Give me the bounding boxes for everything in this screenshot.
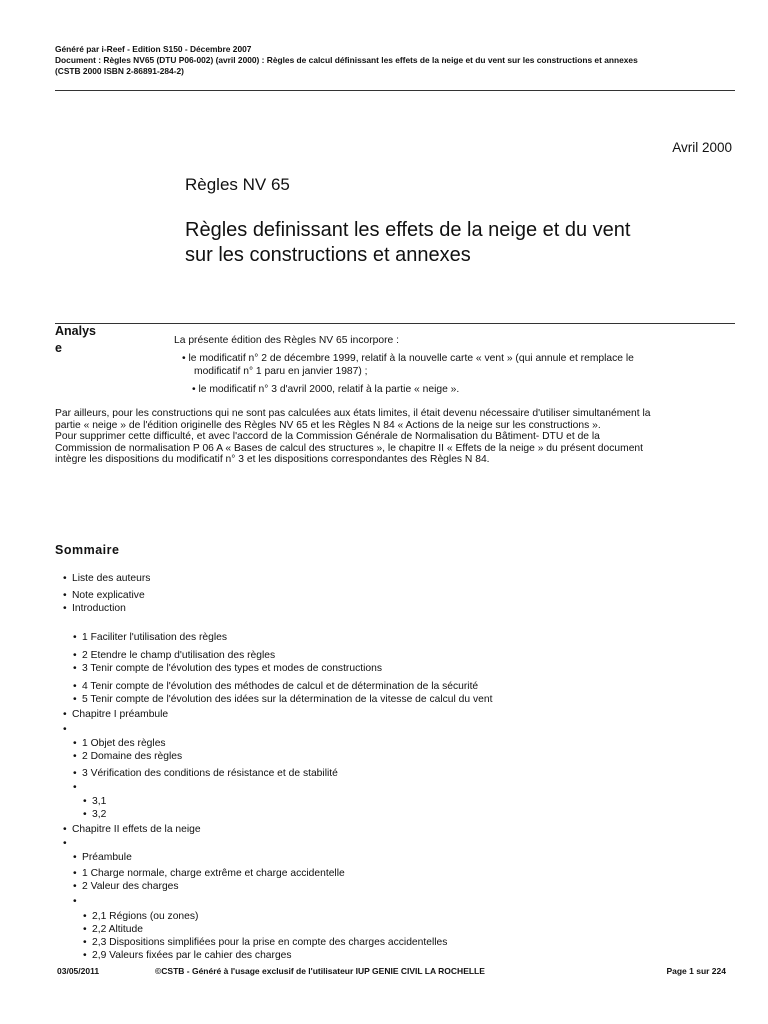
toc-item[interactable] — [83, 796, 106, 807]
toc-item-label: 1 Charge normale, charge extrême et charge accidentelle — [82, 868, 345, 879]
toc-item-label: Note explicative — [72, 590, 145, 601]
bullet-icon: • — [73, 868, 77, 879]
toc-item[interactable] — [73, 632, 227, 643]
footer-page-number: Page 1 sur 224 — [666, 966, 726, 976]
bullet-icon: • — [83, 924, 87, 935]
paragraph-line: Pour supprimer cette difficulté, et avec l'accord de la Commission Générale de Normalisation du Bâtiment- DTU et de la — [55, 431, 600, 442]
bullet-icon: • — [63, 838, 67, 849]
paragraph-line: partie « neige » de l'édition originelle des Règles NV 65 et les Règles N 84 « Actions de la neige sur les constructions ». — [55, 419, 601, 431]
document-title — [185, 218, 745, 268]
analyse-heading-line: e — [55, 341, 62, 355]
toc-item — [63, 838, 72, 849]
toc-item[interactable] — [73, 681, 478, 692]
bullet-icon: • — [83, 950, 87, 961]
toc-item[interactable] — [83, 937, 447, 948]
bullet-icon: • — [63, 824, 67, 835]
bullet-icon: • — [73, 650, 77, 661]
toc-item — [73, 896, 82, 907]
analyse-body — [174, 334, 744, 396]
bullet-icon: • — [63, 590, 67, 601]
document-header — [55, 44, 745, 77]
toc-item[interactable] — [63, 590, 145, 601]
toc-item-label: Chapitre I préambule — [72, 709, 169, 720]
analyse-bullet: • le modificatif n° 3 d'avril 2000, relatif à la partie « neige ». — [192, 384, 460, 395]
header-line: Document : Règles NV65 (DTU P06-002) (avril 2000) : Règles de calcul définissant les effets de la neige et du vent sur les constructions et annexes — [55, 55, 638, 65]
toc-item-label: 2 Etendre le champ d'utilisation des règles — [82, 650, 276, 661]
publication-date: Avril 2000 — [672, 140, 732, 155]
analyse-divider — [55, 323, 735, 324]
analyse-bullet: • le modificatif n° 2 de décembre 1999, relatif à la nouvelle carte « vent » (qui annule et remplace le — [182, 353, 634, 364]
toc-item-label: Liste des auteurs — [72, 573, 151, 584]
bullet-icon: • — [73, 896, 77, 907]
bullet-icon: • — [73, 881, 77, 892]
bullet-icon: • — [73, 782, 77, 793]
toc-item[interactable] — [73, 694, 492, 705]
paragraph-line: Commission de normalisation P 06 A « Bases de calcul des structures », le chapitre II « Effets de la neige » du présent document — [55, 442, 644, 454]
toc-item[interactable] — [83, 924, 143, 935]
bullet-icon: • — [63, 724, 67, 735]
bullet-icon: • — [73, 852, 77, 863]
toc-item-label: 1 Faciliter l'utilisation des règles — [82, 632, 228, 643]
toc-item — [73, 782, 82, 793]
bullet-icon: • — [73, 738, 77, 749]
bullet-icon: • — [63, 603, 67, 614]
bullet-icon: • — [83, 796, 87, 807]
toc-item[interactable] — [63, 603, 126, 614]
header-divider — [55, 90, 735, 91]
toc-item-label: 2 Valeur des charges — [82, 881, 179, 892]
toc-item-label: 2,2 Altitude — [92, 924, 143, 935]
document-title-line: sur les constructions et annexes — [185, 244, 471, 266]
bullet-icon: • — [73, 663, 77, 674]
toc-item[interactable] — [73, 738, 166, 749]
toc-item-label: Chapitre II effets de la neige — [72, 824, 201, 835]
analyse-heading — [55, 323, 115, 357]
toc-item — [63, 724, 72, 735]
toc-item[interactable] — [83, 950, 292, 961]
toc-item[interactable] — [63, 824, 201, 835]
header-line: Généré par i-Reef - Edition S150 - Décembre 2007 — [55, 44, 252, 54]
bullet-icon: • — [83, 809, 87, 820]
toc-item-label: 5 Tenir compte de l'évolution des idées sur la détermination de la vitesse de calcul du vent — [82, 694, 493, 705]
bullet-icon: • — [73, 694, 77, 705]
bullet-icon: • — [63, 573, 67, 584]
toc-item[interactable] — [73, 663, 382, 674]
toc-item[interactable] — [73, 881, 179, 892]
toc-item[interactable] — [73, 751, 182, 762]
paragraph-line: Par ailleurs, pour les constructions qui ne sont pas calculées aux états limites, il était devenu nécessaire d'utiliser simultanément la — [55, 408, 651, 419]
toc-item-label: 4 Tenir compte de l'évolution des méthodes de calcul et de détermination de la sécurité — [82, 681, 479, 692]
analyse-heading-line: Analys — [55, 324, 96, 338]
document-short-title: Règles NV 65 — [185, 175, 290, 194]
footer-date: 03/05/2011 — [57, 966, 100, 976]
analyse-bullet-continuation: modificatif n° 1 paru en janvier 1987) ; — [194, 366, 368, 377]
analyse-intro: La présente édition des Règles NV 65 incorpore : — [174, 335, 399, 346]
toc-item[interactable] — [63, 573, 150, 584]
sommaire-heading: Sommaire — [55, 543, 120, 557]
toc-item-label: 1 Objet des règles — [82, 738, 166, 749]
bullet-icon: • — [73, 681, 77, 692]
bullet-icon: • — [63, 709, 67, 720]
intro-paragraph — [55, 408, 745, 466]
toc-item[interactable] — [73, 852, 132, 863]
toc-item[interactable] — [73, 768, 338, 779]
toc-item-label: Préambule — [82, 852, 132, 863]
toc-item-label: 2,1 Régions (ou zones) — [92, 911, 199, 922]
bullet-icon: • — [73, 768, 77, 779]
toc-item-label: 3,1 — [92, 796, 107, 807]
toc-item-label: 2 Domaine des règles — [82, 751, 183, 762]
toc-item[interactable] — [73, 868, 345, 879]
header-line: (CSTB 2000 ISBN 2-86891-284-2) — [55, 66, 184, 76]
bullet-icon: • — [83, 911, 87, 922]
bullet-icon: • — [83, 937, 87, 948]
toc-item[interactable] — [63, 709, 168, 720]
toc-item-label: 3 Tenir compte de l'évolution des types et modes de constructions — [82, 663, 382, 674]
toc-item-label: Introduction — [72, 603, 126, 614]
bullet-icon: • — [73, 632, 77, 643]
bullet-icon: • — [73, 751, 77, 762]
paragraph-line: intègre les dispositions du modificatif n° 3 et les dispositions correspondantes des Règles N 84. — [55, 454, 490, 465]
toc-item-label: 2,3 Dispositions simplifiées pour la prise en compte des charges accidentelles — [92, 937, 448, 948]
toc-item[interactable] — [83, 809, 106, 820]
toc-item[interactable] — [73, 650, 275, 661]
footer-copyright: ©CSTB - Généré à l'usage exclusif de l'utilisateur IUP GENIE CIVIL LA ROCHELLE — [155, 966, 485, 976]
toc-item-label: 3,2 — [92, 809, 107, 820]
toc-item-label: 3 Vérification des conditions de résistance et de stabilité — [82, 768, 338, 779]
toc-item[interactable] — [83, 911, 198, 922]
toc-item-label: 2,9 Valeurs fixées par le cahier des charges — [92, 950, 292, 961]
document-title-line: Règles definissant les effets de la neige et du vent — [185, 219, 631, 241]
